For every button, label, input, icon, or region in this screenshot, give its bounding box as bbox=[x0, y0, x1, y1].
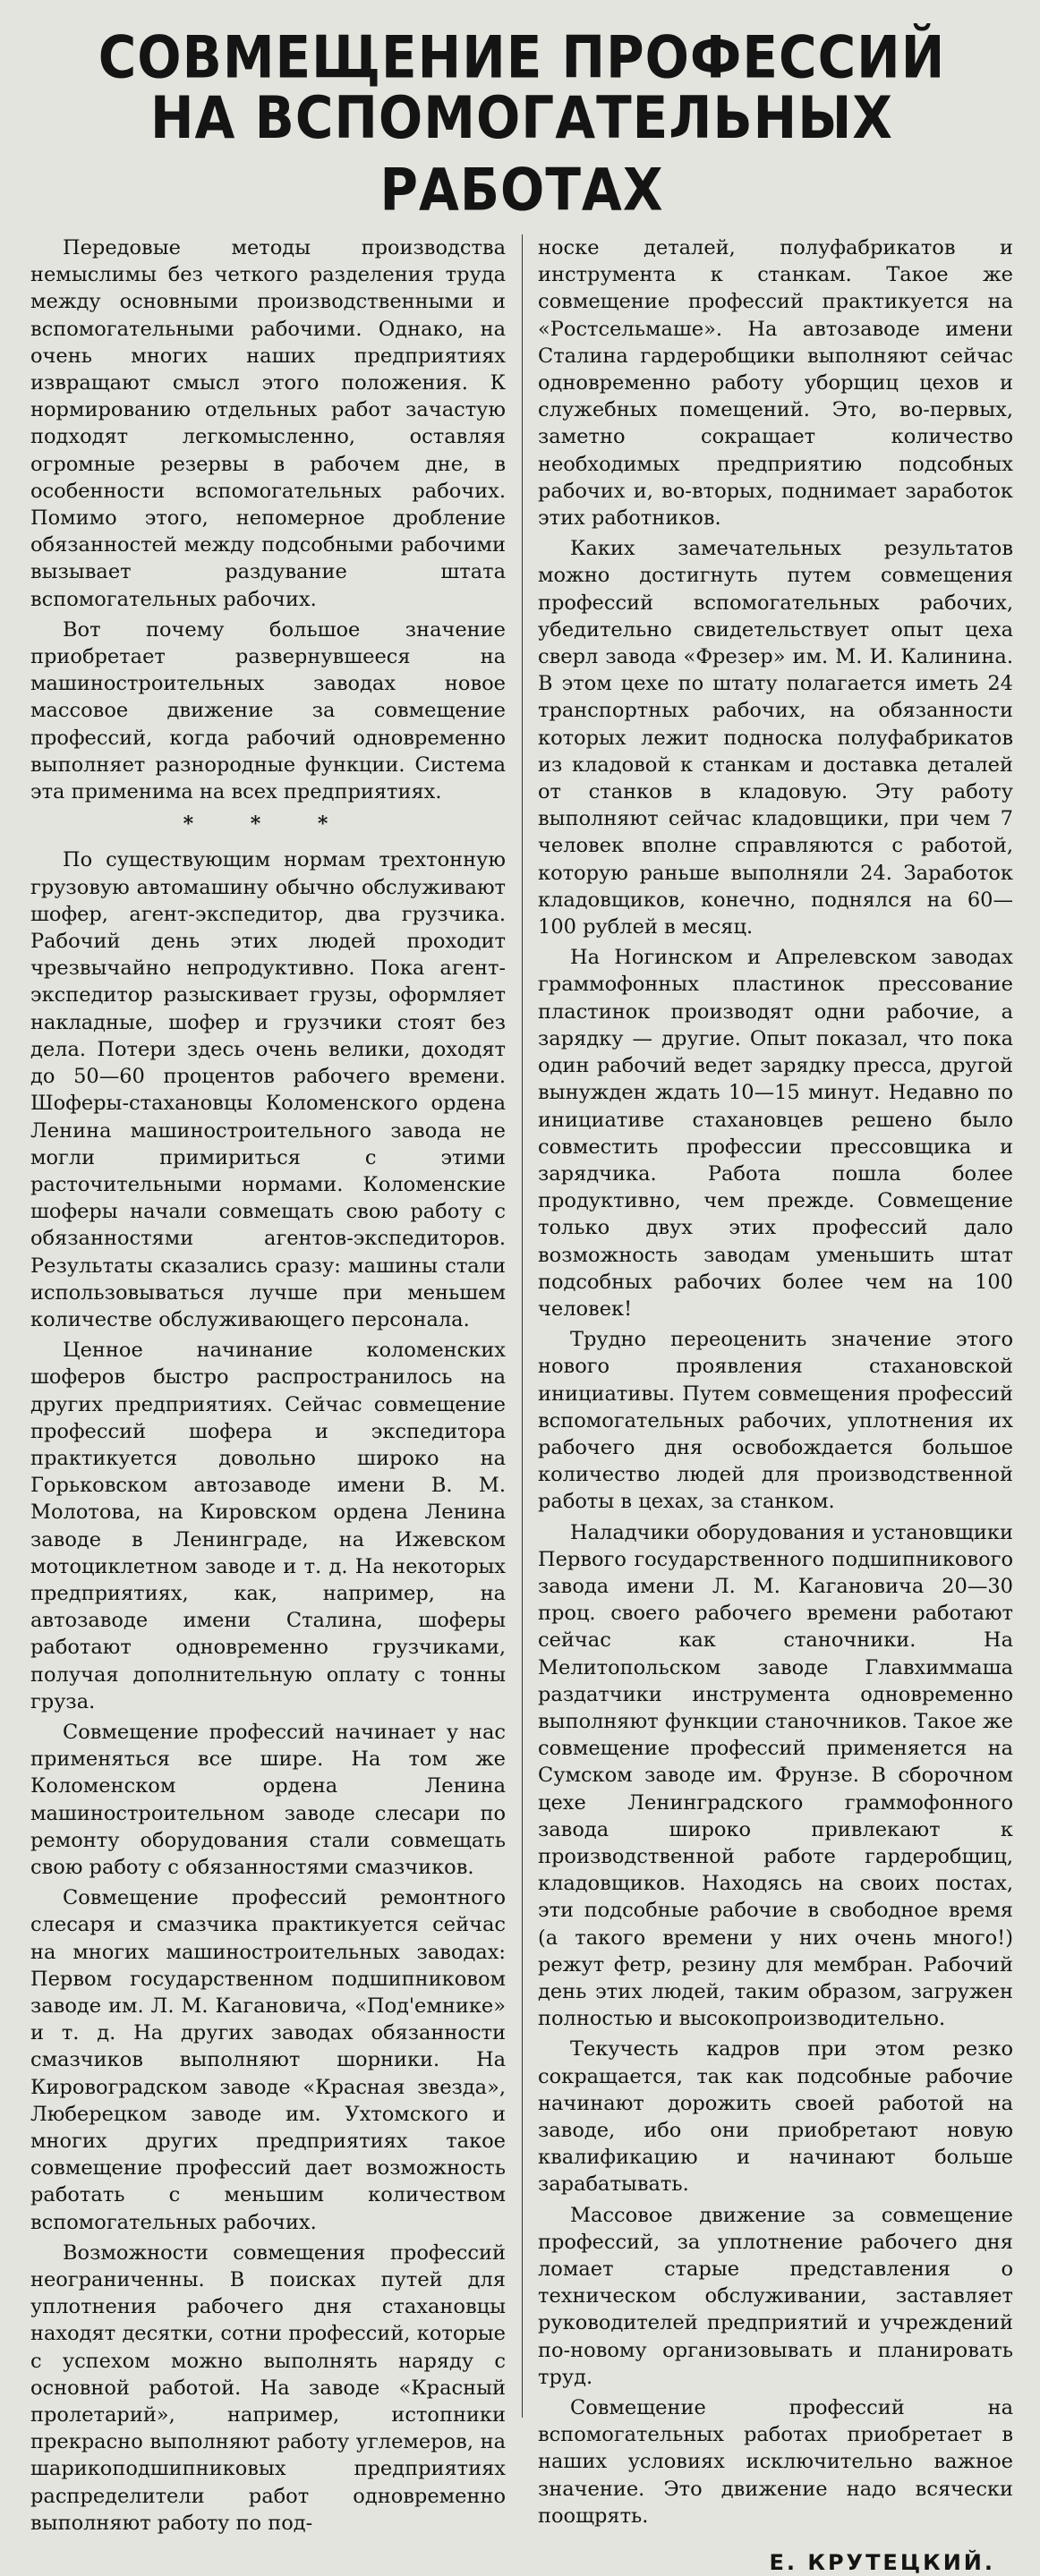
left-paragraph-7: Возможности совмещения профессий неограниченны. В поисках путей для уплотнения рабочего дня стахановцы находят десятки, сотни профессий, которые с успехом можно выполнять наряду с основной работой. На заводе «Красный пролетарий», например, истопники прекрасно выполняют работу углемеров, на шарикоподшипниковых предприятиях распределители работ одновременно выполняют работу по под- bbox=[30, 2240, 506, 2535]
right-column bbox=[538, 234, 1013, 2576]
right-paragraph-3: На Ногинском и Апрелевском заводах граммофонных пластинок прессование пластинок производят одни рабочие, а зарядку — другие. Опыт показал, что пока один рабочий ведет зарядку пресса, другой вынужден ждать 10—15 минут. Недавно по инициативе стахановцев решено было совместить профессии прессовщика и зарядчика. Работа пошла более продуктивно, чем прежде. Совмещение только двух этих профессий дало возможность заводам уменьшить штат подсобных рабочих более чем на 100 человек! bbox=[538, 946, 1013, 1321]
right-paragraph-5: Наладчики оборудования и установщики Первого государственного подшипникового завода имени Л. М. Кагановича 20—30 проц. своего рабочего времени работают сейчас как станочники. На Мелитопольском заводе Главхиммаша раздатчики инструмента одновременно выполняют функции станочников. Такое же совмещение профессий применяется на Сумском заводе им. Фрунзе. В сборочном цехе Ленинградского граммофонного завода широко привлекают к производственной работе гардеробщиц, кладовщиков. Находясь на своих постах, эти подсобные рабочие в свободное время (а такого времени у них очень много!) режут фетр, резину для мембран. Рабочий день этих людей, таким образом, загружен полностью и высокопроизводительно. bbox=[538, 1520, 1013, 2031]
right-paragraph-7: Массовое движение за совмещение профессий, за уплотнение рабочего дня ломает старые представления о техническом обслуживании, заставляет руководителей предприятий и учреждений по-новому организовывать и планировать труд. bbox=[538, 2203, 1013, 2389]
right-paragraph-4: Трудно переоценить значение этого нового проявления стахановской инициативы. Путем совмещения профессий вспомогательных рабочих, уплотнения их рабочего дня освобождается большое количество людей для производственной работы в цехах, за станком. bbox=[538, 1328, 1013, 1514]
headline-line-1: СОВМЕЩЕНИЕ ПРОФЕССИЙ bbox=[98, 22, 946, 92]
right-paragraph-2: Каких замечательных результатов можно достигнуть путем совмещения профессий вспомогательных рабочих, убедительно свидетельствует опыт цеха сверл завода «Фрезер» им. М. И. Калинина. В этом цехе по штату полагается иметь 24 транспортных рабочих, на обязанности которых лежит подноска полуфабрикатов из кладовой к станкам и доставка деталей от станков в кладовую. Эту работу выполняют сейчас кладовщики, при чем 7 человек вполне справляются с работой, которую раньше выполняли 24. Заработок кладовщиков, конечно, поднялся на 60—100 рублей в месяц. bbox=[538, 537, 1013, 939]
left-paragraph-1: Передовые методы производства немыслимы без четкого разделения труда между основными производственными и вспомогательными рабочими. Однако, на очень многих наших предприятиях извращают смысл этого положения. К нормированию отдельных работ зачастую подходят легкомысленно, оставляя огромные резервы в рабочем дне, в особенности вспомогательных рабочих. Помимо этого, непомерное дробление обязанностей между подсобными рабочими вызывает раздувание штата вспомогательных рабочих. bbox=[30, 236, 506, 611]
right-paragraph-8: Совмещение профессий на вспомогательных работах приобретает в наших условиях исключительно важное значение. Это движение надо всячески поощрять. bbox=[538, 2396, 1013, 2528]
left-paragraph-2: Вот почему большое значение приобретает развернувшееся на машиностроительных заводах новое массовое движение за совмещение профессий, когда рабочий одновременно выполняет разнородные функции. Система эта применима на всех предприятиях. bbox=[30, 617, 506, 804]
column-divider bbox=[522, 234, 523, 2418]
left-paragraph-5: Совмещение профессий начинает у нас применяться все шире. На том же Коломенском ордена Ленина машиностроительном заводе слесари по ремонту оборудования стали совмещать свою работу с обязанностями смазчиков. bbox=[30, 1720, 506, 1879]
author-signature: Е. КРУТЕЦКИЙ. bbox=[769, 2550, 995, 2576]
headline-line-2: НА ВСПОМОГАТЕЛЬНЫХ РАБОТАХ bbox=[149, 83, 894, 225]
left-paragraph-6: Совмещение профессий ремонтного слесаря и смазчика практикуется сейчас на многих машиностроительных заводах: Первом государственном подшипниковом заводе им. Л. М. Кагановича, «Под'емнике» и т. д. На других заводах обязанности смазчиков выполняют шорники. На Кировоградском заводе «Красная звезда», Люберецком заводе им. Ухтомского и многих других предприятиях такое совмещение профессий дает возможность работать с меньшим количеством вспомогательных рабочих. bbox=[30, 1886, 506, 2234]
section-separator: * * * bbox=[183, 812, 354, 837]
article-columns bbox=[30, 234, 1013, 2576]
headline bbox=[30, 22, 1013, 225]
left-paragraph-4: Ценное начинание коломенских шоферов быстро распространилось на других предприятиях. Сейчас совмещение профессий шофера и экспедитора практикуется довольно широко на Горьковском автозаводе имени В. М. Молотова, на Кировском ордена Ленина заводе в Ленинграде, на Ижевском мотоциклетном заводе и т. д. На некоторых предприятиях, как, например, на автозаводе имени Сталина, шоферы работают одновременно грузчиками, получая дополнительную оплату с тонны груза. bbox=[30, 1339, 506, 1713]
left-paragraph-3: По существующим нормам трехтонную грузовую автомашину обычно обслуживают шофер, агент-экспедитор, два грузчика. Рабочий день этих людей проходит чрезвычайно непродуктивно. Пока агент-экспедитор разыскивает грузы, оформляет накладные, шофер и грузчики стоят без дела. Потери здесь очень велики, доходят до 50—60 процентов рабочего времени. Шоферы-стахановцы Коломенского ордена Ленина машиностроительного завода не могли примириться с этими расточительными нормами. Коломенские шоферы начали совмещать свою работу с обязанностями агентов-экспедиторов. Результаты сказались сразу: машины стали использовываться лучше при меньшем количестве обслуживающего персонала. bbox=[30, 848, 506, 1331]
right-paragraph-6: Текучесть кадров при этом резко сокращается, так как подсобные рабочие начинают дорожить своей работой на заводе, ибо они приобретают новую квалификацию и начинают больше зарабатывать. bbox=[538, 2037, 1013, 2197]
left-column bbox=[30, 234, 506, 2576]
right-paragraph-1: носке деталей, полуфабрикатов и инструмента к станкам. Такое же совмещение профессий практикуется на «Ростсельмаше». На автозаводе имени Сталина гардеробщики выполняют сейчас одновременно работу уборщиц цехов и служебных помещений. Это, во-первых, заметно сокращает количество необходимых предприятию подсобных рабочих и, во-вторых, поднимает заработок этих работников. bbox=[538, 236, 1013, 531]
